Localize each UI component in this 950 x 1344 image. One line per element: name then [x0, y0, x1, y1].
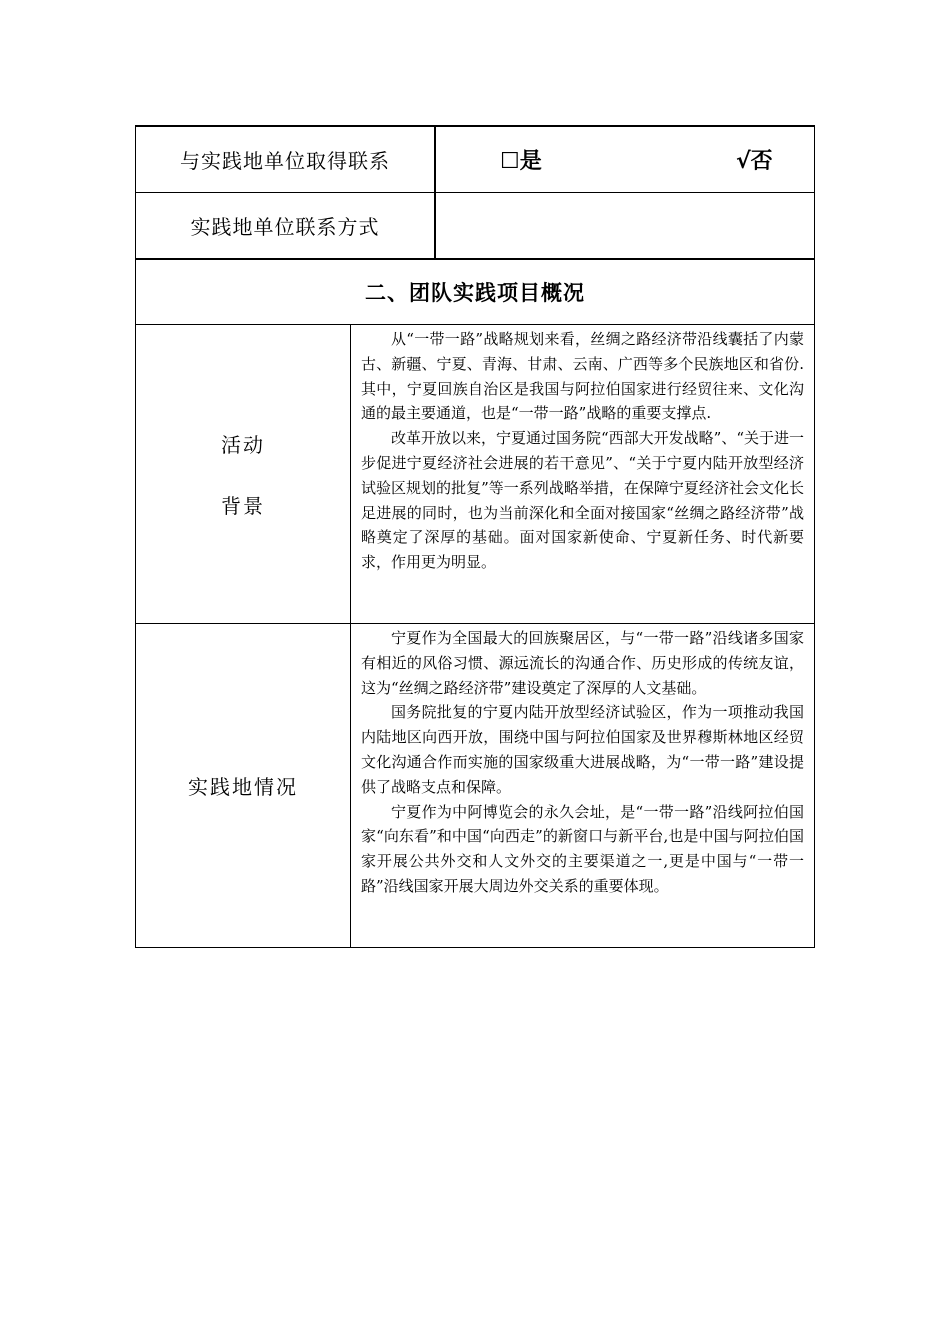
contact-method-row	[135, 193, 815, 260]
contact-method-value	[436, 193, 814, 258]
practice-form-table	[135, 125, 815, 948]
site-label-cell	[136, 624, 351, 947]
background-text	[351, 325, 814, 623]
contact-option-no: √否	[736, 149, 773, 174]
site-paragraph: 宁夏作为中阿博览会的永久会址，是“一带一路”沿线阿拉伯国家“向东看”和中国“向西走”的新窗口与新平台,也是中国与阿拉伯国家开展公共外交和人文外交的主要渠道之一,更是中国与“一带一路”沿线国家开展大周边外交关系的重要体现。	[361, 802, 804, 895]
background-row	[135, 325, 815, 624]
background-paragraph: 改革开放以来，宁夏通过国务院“西部大开发战略”、“关于进一步促进宁夏经济社会进展的若干意见”、“关于宁夏内陆开放型经济试验区规划的批复”等一系列战略举措，在保障宁夏经济社会文化长足进展的同时，也为当前深化和全面对接国家“丝绸之路经济带”战略奠定了深厚的基础。面对国家新使命、宁夏新任务、时代新要求，作用更为明显。	[361, 429, 805, 572]
section-title-row	[135, 260, 815, 325]
contact-value-cell	[436, 127, 814, 192]
site-paragraph: 宁夏作为全国最大的回族聚居区，与“一带一路”沿线诸多国家有相近的风俗习惯、源远流长的沟通合作、历史形成的传统友谊，这为“丝绸之路经济带”建设奠定了深厚的人文基础。	[361, 629, 804, 697]
contact-row	[135, 125, 815, 193]
background-label-line1: 活动	[221, 433, 265, 457]
site-row	[135, 624, 815, 948]
site-text	[351, 624, 814, 947]
site-paragraph: 国务院批复的宁夏内陆开放型经济试验区，作为一项推动我国内陆地区向西开放，围绕中国与阿拉伯国家及世界穆斯林地区经贸文化沟通合作而实施的国家级重大进展战略，为“一带一路”建设提供了战略支点和保障。	[361, 703, 804, 796]
site-label: 实践地情况	[188, 775, 298, 799]
contact-label: 与实践地单位取得联系	[136, 127, 436, 192]
contact-option-yes: ☐是	[500, 149, 542, 174]
background-label	[136, 325, 351, 623]
contact-method-label: 实践地单位联系方式	[136, 193, 436, 258]
background-paragraph: 从“一带一路”战略规划来看，丝绸之路经济带沿线囊括了内蒙古、新疆、宁夏、青海、甘肃、云南、广西等多个民族地区和省份.其中，宁夏回族自治区是我国与阿拉伯国家进行经贸往来、文化沟通的最主要通道，也是“一带一路”战略的重要支撑点.	[361, 330, 804, 423]
section-title: 二、团队实践项目概况	[365, 281, 585, 305]
background-label-line2: 背景	[221, 494, 265, 518]
